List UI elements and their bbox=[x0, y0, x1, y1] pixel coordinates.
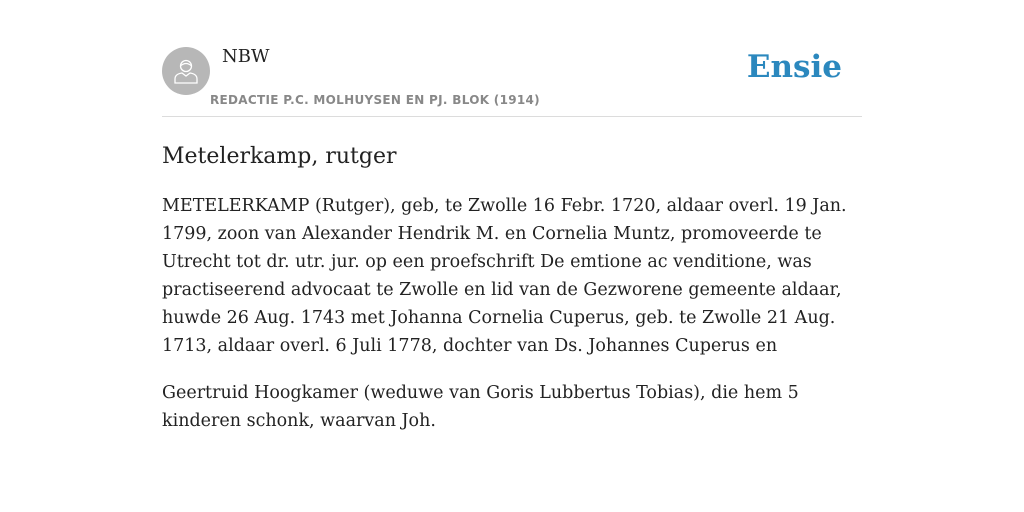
entry-card bbox=[162, 0, 862, 435]
avatar bbox=[162, 47, 210, 95]
entry-paragraph: Geertruid Hoogkamer (weduwe van Goris Lubbertus Tobias), die hem 5 kinderen schonk, waarvan Joh. bbox=[162, 383, 799, 431]
author-name: NBW bbox=[222, 46, 270, 67]
entry-title: Metelerkamp, rutger bbox=[162, 144, 397, 169]
author-subtitle: REDACTIE P.C. MOLHUYSEN EN PJ. BLOK (1914) bbox=[210, 93, 540, 107]
entry-header bbox=[162, 0, 862, 117]
user-icon bbox=[173, 57, 199, 85]
brand-logo[interactable]: Ensie bbox=[746, 49, 842, 85]
entry-paragraph: METELERKAMP (Rutger), geb, te Zwolle 16 Febr. 1720, aldaar overl. 19 Jan. 1799, zoon van Alexander Hendrik M. en Cornelia Muntz, promoveerde te Utrecht tot dr. utr. jur. op een proefschrift De emtione ac venditione, was practiseerend advocaat te Zwolle en lid van de Gezworene gemeente aldaar, huwde 26 Aug. 1743 met Johanna Cornelia Cuperus, geb. te Zwolle 21 Aug. 1713, aldaar overl. 6 Juli 1778, dochter van Ds. Johannes Cuperus en bbox=[162, 196, 847, 356]
